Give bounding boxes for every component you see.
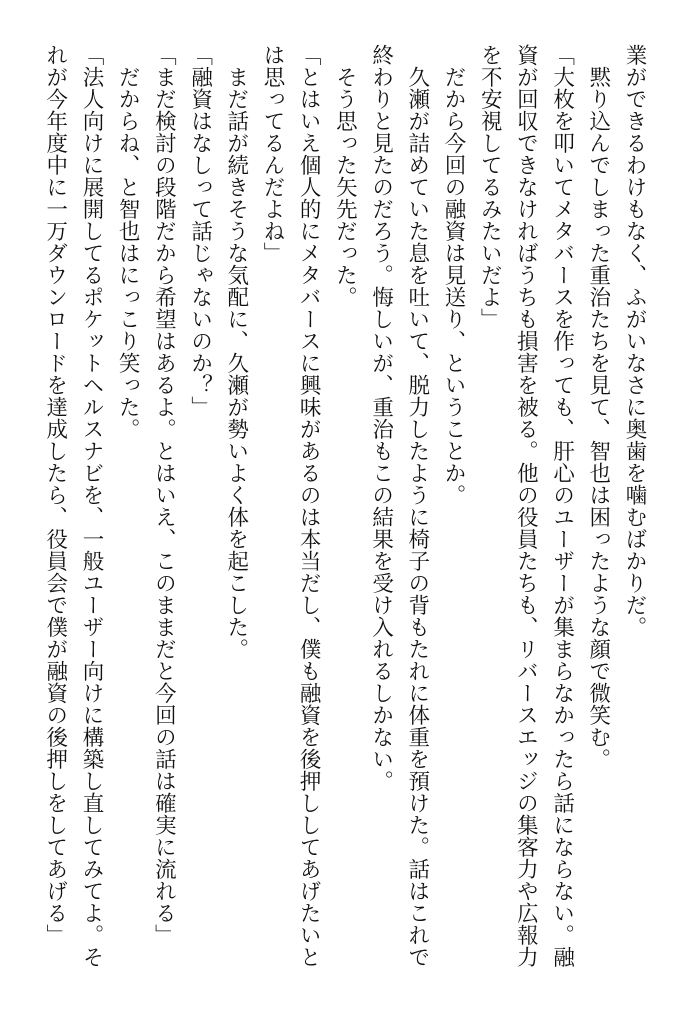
text-line: 黙り込んでしまった重治たちを見て、智也は困ったような顔で微笑む。 [585,65,611,770]
text-line: 「まだ検討の段階だから希望はあるよ。とはいえ、このままだと今回の話は確実に流れる」 [151,44,177,946]
text-line: 資が回収できなければうちも損害を被る。他の役員たちも、リバースエッジの集客力や広報力 [513,44,539,968]
text-line: れが今年度中に一万ダウンロードを達成したら、役員会で僕が融資の後押しをしてあげる」 [42,44,68,946]
text-line: そう思った矢先だった。 [332,65,358,308]
text-line: だから今回の融資は見送り、ということか。 [440,65,466,506]
text-line: まだ話が続きそうな気配に、久瀬が勢いよく体を起こした。 [223,65,249,660]
text-line: 終わりと見たのだろう。悔しいが、重治もこの結果を受け入れるしかない。 [368,44,394,792]
text-line: 久瀬が詰めていた息を吐いて、脱力したように椅子の背もたれに体重を預けた。話はこれで [404,65,430,968]
text-line: 「とはいえ個人的にメタバースに興味があるのは本当だし、僕も融資を後押ししてあげたいと [296,44,322,968]
text-line: 業ができるわけもなく、ふがいなさに奥歯を噛むばかりだ。 [622,44,647,638]
text-line: 「法人向けに展開してるポケットヘルスナビを、一般ユーザー向けに構築し直してみてよ。そ [78,44,104,968]
vertical-text-body [37,44,652,984]
text-line: を不安視してるみたいだよ」 [477,44,503,330]
text-line: は思ってるんだよね」 [259,44,285,264]
text-line: 「融資はなしって話じゃないのか？」 [187,44,213,418]
text-line: だからね、と智也はにっこり笑った。 [115,65,141,440]
text-line: 「大枚を叩いてメタバースを作っても、肝心のユーザーが集まらなかったら話にならない。融 [549,44,575,968]
